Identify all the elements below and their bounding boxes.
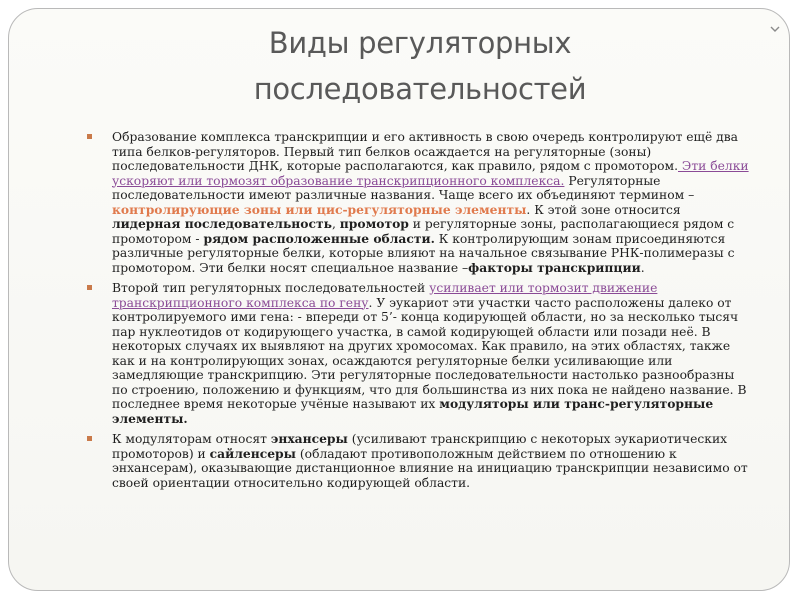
paragraph-1-text [112, 130, 749, 275]
highlighted-term: контролирующие зоны или цис-регуляторные элементы [112, 201, 527, 217]
page-title [0, 20, 800, 112]
bold-term: промотор [339, 216, 409, 231]
bold-term: сайленсеры [209, 445, 296, 461]
title-line-2: последовательностей [253, 72, 587, 106]
bold-term: факторы транскрипции [468, 259, 641, 275]
bold-term: лидерная последовательность [112, 216, 332, 231]
paragraph-3 [112, 432, 752, 490]
paragraph-2-text [112, 281, 747, 426]
bold-term: энхансеры [270, 431, 348, 446]
text-run: и регуляторные зоны, располагающиеся рядом с промотором - [112, 217, 735, 246]
text-run: Второй тип регуляторных последовательностей [112, 281, 430, 295]
text-run: Образование комплекса транскрипции и его активность в свою очередь контролируют ещё два типа белков-регуляторов. Первый тип белков осаждается на регуляторные (зоны) последовательности ДНК, которые располагаются, как правило, рядом с промотором. [112, 130, 739, 173]
bold-term: модуляторы или транс-регуляторные элементы. [112, 396, 714, 426]
slide-body [112, 130, 752, 496]
paragraph-3-text [112, 432, 748, 490]
bold-term: рядом расположенные области. [203, 230, 435, 246]
bullet-icon [87, 436, 92, 441]
text-run: (усиливают транскрипцию с некоторых эукариотических промоторов) и [112, 432, 728, 461]
paragraph-2 [112, 281, 752, 426]
text-run: , [331, 217, 340, 231]
text-run: . К этой зоне относится [526, 202, 681, 217]
paragraph-1 [112, 130, 752, 275]
inline-link[interactable]: Эти белки ускоряют или тормозят образование транскрипционного комплекса. [112, 159, 749, 188]
text-run: . [640, 260, 645, 275]
text-run: . У эукариот эти участки часто расположены далеко от контролируемого ими гена: - впереди от 5’- конца кодирующей области, но за несколько тысяч пар нуклеотидов от кодирующего участка, в самой кодирующей области или позади неё. В некоторых случаях их выявляют на других хромосомах. Как правило, на этих областях, также как и на контролирующих зонах, осаждаются регуляторные белки усиливающие или замедляющие транскрипцию. Эти регуляторные последовательности настолько разнообразны по строению, положению и функциям, что для большинства из них пока не найдено название. В последнее время некоторые учёные называют их [112, 295, 747, 411]
title-line-1: Виды регуляторных [268, 26, 572, 60]
text-run: К модуляторам относят [112, 432, 271, 446]
bullet-icon [87, 134, 92, 139]
text-run: К контролирующим зонам присоединяются различные регуляторные белки, которые влияют на начальное связывание РНК-полимеразы с промотором. Эти белки носят специальное название – [112, 231, 735, 275]
text-run: Регуляторные последовательности имеют различные названия. Чаще всего их объединяют термином – [112, 173, 695, 202]
text-run: (обладают противоположным действием по отношению к энхансерам), оказывающие дистанционное влияние на инициацию транскрипции независимо от своей ориентации относительно кодирующей области. [112, 446, 748, 490]
bullet-icon [87, 285, 92, 290]
inline-link[interactable]: усиливает или тормозит движение транскрипционного комплекса по гену [112, 281, 658, 310]
